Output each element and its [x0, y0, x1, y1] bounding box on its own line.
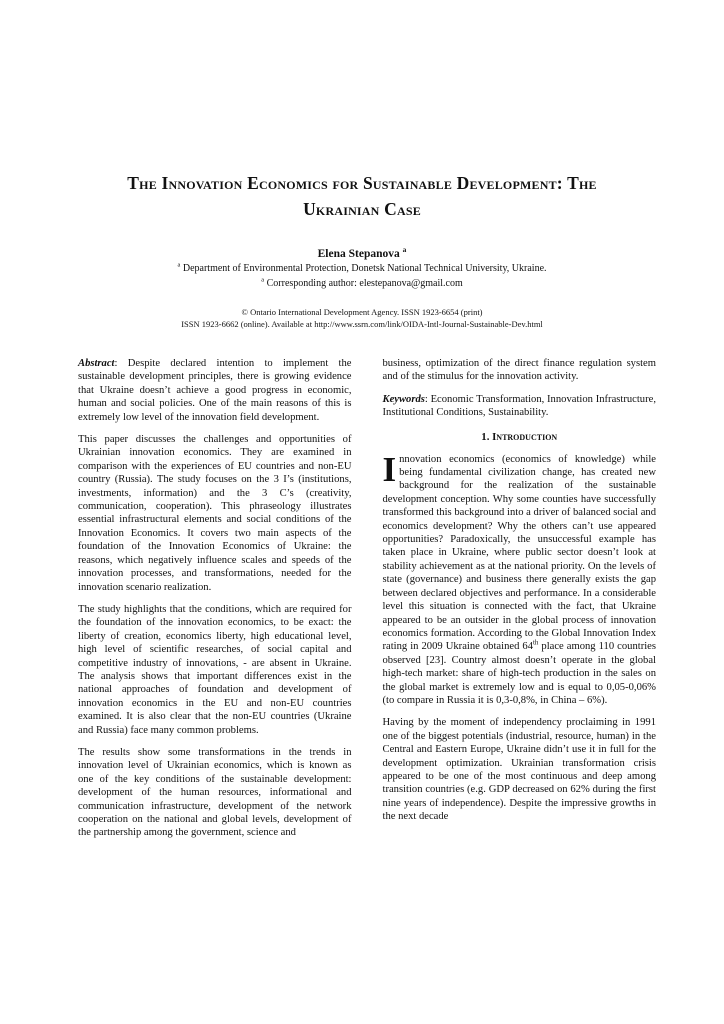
corresponding-text: Corresponding author: elestepanova@gmail.com	[264, 278, 463, 289]
introduction-text-1: nnovation economics (economics of knowledge) while being fundamental civilization change, has created new background for the realization of the sustainable development conception. Why some counties have successfully transformed this background into a driver of balanced social and economics development? Why the others can’t use appeared opportunities? Paradoxically, the unsuccessful example has taken place in Ukraine, where public sector doesn’t look at stability achievement as at the national priority. On the levels of state (governance) and business there generally exists the gap between declared objectives and performance. In a considerable level this situation is connected with the fact, that Ukraine appeared to be an outsider in the global process of innovation economics formation. According to the Global Innovation Index rating in 2009 Ukraine obtained 64	[382, 453, 656, 653]
introduction-text-2: place among 110 countries observed [23]. Country almost doesn’t operate in the global high-tech market: share of high-tech production in the sales on the global market is extremely low and is equal to 0,05-0,06% (to compare in Russia it is 0,3-0,8%, in China – 6%).	[382, 641, 656, 706]
author-affiliation-mark: a	[402, 245, 407, 255]
publisher-line-2: ISSN 1923-6662 (online). Available at http://www.ssrn.com/link/OIDA-Intl-Journal-Sustainable-Dev.html	[181, 319, 543, 329]
publisher-block	[0, 306, 724, 330]
paper-header	[0, 0, 724, 330]
two-column-body	[0, 330, 724, 849]
affiliation-line	[0, 262, 724, 275]
abstract-paragraph	[78, 357, 352, 424]
keywords-label: Keywords	[382, 393, 425, 405]
corresponding-author-line	[0, 277, 724, 290]
corresponding-mark: a	[261, 276, 265, 284]
author-name: Elena Stepanova	[317, 248, 400, 260]
introduction-paragraph-2: Having by the moment of independency proclaiming in 1991 one of the biggest potentials (industrial, resource, human) in the Central and Eastern Europe, Ukraine didn’t use it in full for the development optimization. Ukrainian transformation crisis appeared to be one of the most continuous and deep among transition countries (e.g. GDP decreased on 62% during the first nine years of independence). Despite the impressive growths in the next decade	[382, 717, 656, 823]
publisher-line-1: © Ontario International Development Agency. ISSN 1923-6654 (print)	[241, 307, 483, 317]
right-column	[383, 357, 657, 849]
keywords-text: : Economic Transformation, Innovation Infrastructure, Institutional Conditions, Sustainability.	[382, 393, 656, 419]
introduction-paragraph	[382, 449, 657, 708]
ordinal-superscript: th	[533, 639, 539, 647]
left-column	[78, 357, 352, 849]
abstract-continuation-paragraph: business, optimization of the direct finance regulation system and of the stimulus for the innovation activity.	[382, 358, 656, 383]
paper-title: The Innovation Economics for Sustainable Development: The Ukrainian Case	[127, 173, 597, 219]
drop-cap: I	[382, 449, 397, 489]
abstract-label: Abstract	[78, 358, 115, 369]
section-heading-introduction: 1. Introduction	[481, 430, 558, 443]
abstract-paragraph-4: The results show some transformations in the trends in innovation level of Ukrainian economics, which is known as one of the key conditions of the sustainable development: development of the human resources, informational and communication infrastructure, development of the network cooperation on the national and global levels, development of the partnership among the government, science and	[78, 746, 352, 839]
abstract-text: : Despite declared intention to implement the sustainable development principles, there is growing evidence that Ukraine doesn’t achieve a good progress in economic, human and social policies. One of the main reasons of this is extremely low level of the innovation field development.	[78, 358, 352, 423]
keywords-paragraph	[383, 393, 657, 420]
author-line	[0, 245, 724, 260]
affiliation-mark: a	[177, 261, 181, 269]
affiliation-text: Department of Environmental Protection, Donetsk National Technical University, Ukraine.	[180, 263, 547, 274]
abstract-paragraph-2: This paper discusses the challenges and opportunities of Ukrainian innovation economics. They are examined in comparison with the experiences of EU countries and non-EU country (Russia). The study focuses on the 3 I’s (institutions, investments, information) and the 3 C’s (creativity, communication, cooperation). This phraseology illustrates essential infrastructural elements and social conditions of the Innovation Economics. It covers two main aspects of the foundation of the Innovation Economics of Ukraine: the reasons, which negatively influence scales and speeds of the innovation processes, and transformations, needed for the innovation scenario realization.	[78, 434, 352, 593]
abstract-paragraph-3: The study highlights that the conditions, which are required for the foundation of the innovation economics, to be exact: the liberty of creation, economics liberty, high educational level, high level of scientific researches, of social capital and competitive industry of innovations, - are absent in Ukraine. The analysis shows that important differences exist in the national approaches of foundation and development of innovation economics in the EU and non-EU countries examined. It is also clear that the non-EU countries (Ukraine and Russia) face many common problems.	[78, 603, 352, 736]
